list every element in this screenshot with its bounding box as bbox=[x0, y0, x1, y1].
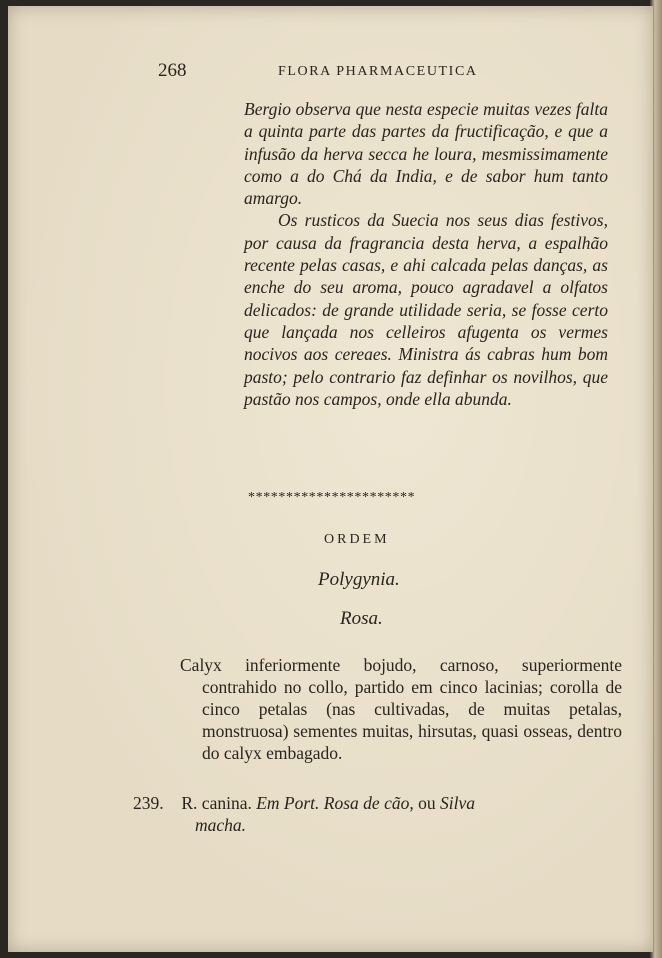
species-entry bbox=[133, 792, 593, 836]
species-name: R. canina. bbox=[181, 793, 252, 813]
genus-description: Calyx inferiormente bojudo, carnoso, superiormente contrahido no collo, partido em cinco lacinias; corolla de cinco petalas (nas cultivadas, de muitas petalas, monstruosa) sementes muitas, hirsutas, quasi osseas, dentro do calyx embagado. bbox=[180, 655, 622, 763]
running-header bbox=[8, 60, 653, 90]
entry-number: 239. bbox=[133, 793, 164, 813]
common-name: Rosa de cão, bbox=[323, 793, 414, 813]
in-portuguese-label: Em Port. bbox=[256, 793, 320, 813]
alt-name-first: Silva bbox=[439, 793, 475, 813]
italic-text-block bbox=[244, 98, 608, 410]
paragraph-rusticos: Os rusticos da Suecia nos seus dias festivos, por causa da fragrancia desta herva, a espalhão recente pelas casas, e ahi calcada pelas danças, as enche do seu aroma, pouco agradavel a olfatos delicados: de grande utilidade seria, se fosse certo que lançada nos celleiros afugenta os vermes nocivos aos cereaes. Ministra ás cabras hum bom pasto; pelo contrario faz definhar os novilhos, que pastão nos campos, onde ella abunda. bbox=[244, 210, 608, 409]
book-page bbox=[8, 6, 653, 952]
genus-name: Rosa. bbox=[340, 608, 383, 629]
alt-name-second: macha. bbox=[195, 815, 247, 835]
order-heading: ORDEM bbox=[324, 532, 390, 547]
order-name: Polygynia. bbox=[318, 569, 400, 590]
or-word: ou bbox=[418, 793, 436, 813]
asterisk-separator: ********************** bbox=[248, 490, 416, 505]
page-number: 268 bbox=[158, 60, 187, 81]
running-title: FLORA PHARMACEUTICA bbox=[278, 64, 478, 79]
paragraph-bergio: Bergio observa que nesta especie muitas vezes falta a quinta parte das partes da fructificação, e que a infusão da herva secca he loura, mesmissimamente como a do Chá da India, e de sabor hum tanto amargo. bbox=[244, 99, 608, 209]
